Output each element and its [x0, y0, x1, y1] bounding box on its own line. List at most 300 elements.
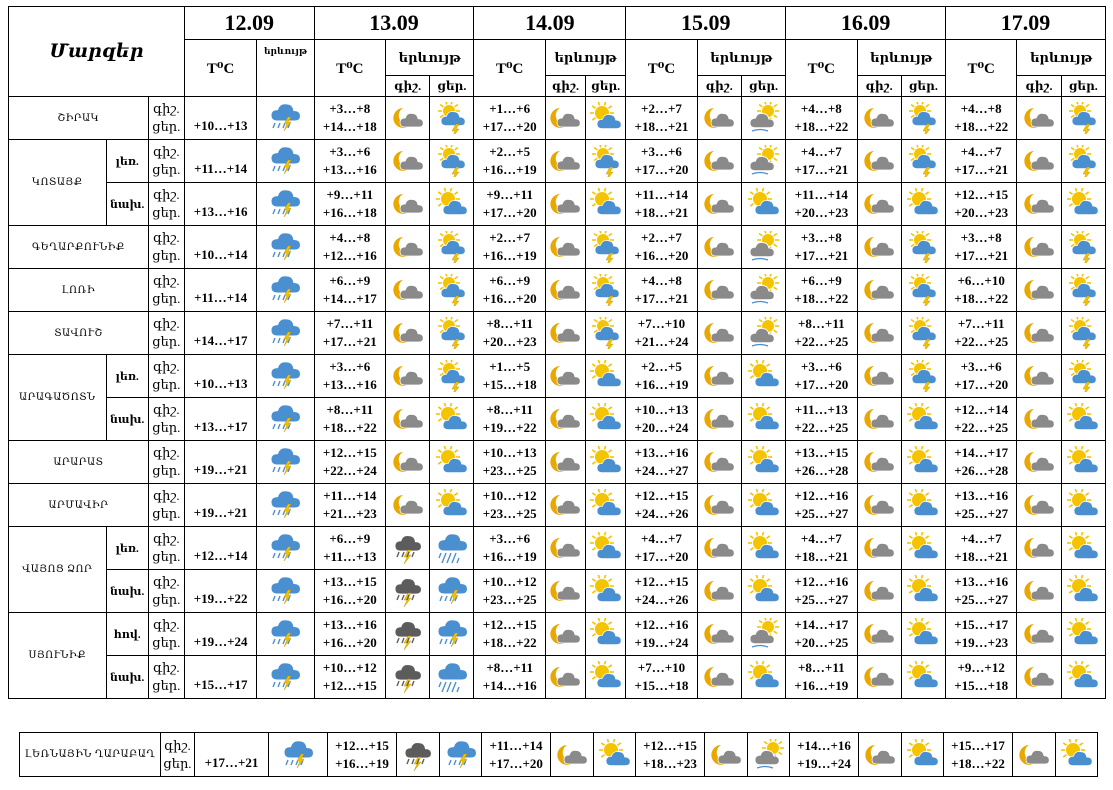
subregion-name: նախ.: [106, 570, 148, 613]
moon-cloud-icon: [1023, 532, 1055, 564]
night-day-label: գիշ. ցեր.: [148, 441, 184, 484]
moon-cloud-icon: [392, 360, 424, 392]
sun-storm-icon: [907, 360, 939, 392]
sun-storm-icon: [1067, 274, 1099, 306]
phenomenon-header: երևույթ: [545, 40, 625, 76]
moon-cloud-icon: [1023, 188, 1055, 220]
temperature: +4…+8 +18…+22: [786, 97, 857, 140]
moon-cloud-icon: [703, 360, 735, 392]
sun-cloud-icon: [590, 188, 622, 220]
temperature: +12…+15 +18…+23: [636, 733, 705, 777]
temperature: +2…+5 +16…+19: [626, 355, 697, 398]
rain-storm-icon: [269, 274, 301, 306]
region-name: ԱՐԱՐԱՏ: [9, 441, 149, 484]
rain-storm-icon: [269, 231, 301, 263]
sun-storm-icon: [436, 274, 468, 306]
temperature: +4…+7 +18…+21: [946, 527, 1017, 570]
sun-cloud-icon: [590, 618, 622, 650]
temperature: +8…+11 +14…+16: [474, 656, 545, 699]
moon-cloud-icon: [1023, 274, 1055, 306]
moon-cloud-icon: [703, 532, 735, 564]
moon-cloud-icon: [549, 231, 581, 263]
region-name: ԼՈՌԻ: [9, 269, 149, 312]
temperature: +6…+10 +18…+22: [946, 269, 1017, 312]
subregion-name: հով.: [106, 613, 148, 656]
night-day-label: գիշ. ցեր.: [148, 269, 184, 312]
temperature: +10…+12 +12…+15: [314, 656, 385, 699]
temperature: +7…+11 +22…+25: [946, 312, 1017, 355]
sun-storm-icon: [907, 274, 939, 306]
moon-cloud-icon: [703, 618, 735, 650]
sun-cloud-icon: [748, 532, 780, 564]
phenomenon-header: երևույթ: [386, 40, 474, 76]
temperature: +10…+12 +23…+25: [474, 570, 545, 613]
region-name: ԱՐՄԱՎԻՐ: [9, 484, 149, 527]
temperature: +3…+6 +17…+20: [786, 355, 857, 398]
moon-cloud-icon: [703, 145, 735, 177]
temperature: +9…+11 +16…+18: [314, 183, 385, 226]
moon-cloud-icon: [392, 188, 424, 220]
moon-cloud-icon: [703, 231, 735, 263]
night-day-label: գիշ. ցեր.: [148, 140, 184, 183]
rain-storm-icon: [269, 188, 301, 220]
sun-storm-icon: [436, 231, 468, 263]
sun-cloud-icon: [748, 446, 780, 478]
phenomenon-header: երևույթ: [257, 40, 314, 97]
sun-storm-icon: [1067, 317, 1099, 349]
sun-cloud-wind-icon: [748, 317, 780, 349]
sun-cloud-icon: [748, 360, 780, 392]
sun-cloud-icon: [590, 403, 622, 435]
temperature: +11…+14: [184, 269, 256, 312]
temperature: +10…+14: [184, 226, 256, 269]
sun-storm-icon: [1067, 231, 1099, 263]
temperature: +4…+8 +18…+22: [946, 97, 1017, 140]
sun-cloud-icon: [590, 532, 622, 564]
moon-cloud-icon: [549, 274, 581, 306]
date-header: 16.09: [786, 7, 946, 40]
night-day-label: գիշ. ցեր.: [148, 484, 184, 527]
sun-cloud-wind-icon: [748, 618, 780, 650]
temperature: +2…+7 +16…+19: [474, 226, 545, 269]
sun-cloud-icon: [590, 446, 622, 478]
moon-cloud-icon: [1023, 360, 1055, 392]
table-row: [9, 183, 1106, 226]
moon-cloud-icon: [863, 188, 895, 220]
temperature: +14…+17 +20…+25: [786, 613, 857, 656]
temp-header: T⁰C: [626, 40, 697, 97]
moon-cloud-icon: [863, 532, 895, 564]
day-header: ցեր.: [741, 76, 785, 97]
moon-cloud-icon: [1023, 317, 1055, 349]
sun-cloud-wind-icon: [748, 274, 780, 306]
moon-cloud-icon: [549, 532, 581, 564]
temperature: +19…+21: [184, 441, 256, 484]
night-header: գիշ.: [545, 76, 585, 97]
moon-cloud-icon: [549, 317, 581, 349]
temperature: +12…+15 +24…+26: [626, 570, 697, 613]
moon-cloud-icon: [549, 575, 581, 607]
moon-cloud-icon: [392, 145, 424, 177]
moon-cloud-icon: [1023, 489, 1055, 521]
moon-cloud-icon: [1023, 618, 1055, 650]
moon-cloud-icon: [703, 274, 735, 306]
moon-cloud-icon: [703, 317, 735, 349]
table-row: [9, 269, 1106, 312]
table-row: [20, 733, 1098, 777]
temperature: +3…+8 +17…+21: [786, 226, 857, 269]
temperature: +19…+21: [184, 484, 256, 527]
temperature: +15…+17: [184, 656, 256, 699]
night-day-label: գիշ. ցեր.: [148, 312, 184, 355]
table-row: [9, 527, 1106, 570]
temperature: +11…+14: [184, 140, 256, 183]
temperature: +4…+7 +18…+21: [786, 527, 857, 570]
moon-cloud-icon: [1023, 661, 1055, 693]
temperature: +14…+16 +19…+24: [790, 733, 859, 777]
date-header: 15.09: [626, 7, 786, 40]
temperature: +8…+11 +20…+23: [474, 312, 545, 355]
rain-storm-icon: [269, 618, 301, 650]
sun-cloud-icon: [1061, 739, 1093, 771]
sun-storm-icon: [590, 317, 622, 349]
subregion-name: լեռ.: [106, 355, 148, 398]
sun-cloud-icon: [907, 403, 939, 435]
subregion-name: նախ.: [106, 656, 148, 699]
region-name: ԱՐԱԳԱԾՈՏՆ: [9, 355, 107, 441]
sun-storm-icon: [590, 145, 622, 177]
sun-cloud-icon: [590, 575, 622, 607]
temperature: +3…+8 +17…+21: [946, 226, 1017, 269]
table-row: [9, 140, 1106, 183]
temperature: +6…+9 +11…+13: [314, 527, 385, 570]
sun-storm-icon: [436, 317, 468, 349]
moon-cloud-icon: [863, 618, 895, 650]
night-day-label: գիշ. ցեր.: [148, 97, 184, 140]
forecast-table: [8, 6, 1106, 699]
night-header: գիշ.: [1017, 76, 1061, 97]
sun-cloud-icon: [907, 661, 939, 693]
sun-cloud-icon: [590, 360, 622, 392]
sun-cloud-wind-icon: [748, 145, 780, 177]
moon-cloud-icon: [549, 661, 581, 693]
moon-cloud-icon: [1023, 403, 1055, 435]
sun-cloud-icon: [1067, 188, 1099, 220]
rain-storm-icon: [269, 446, 301, 478]
temperature: +3…+6 +17…+20: [946, 355, 1017, 398]
sun-storm-icon: [907, 317, 939, 349]
sun-cloud-icon: [1067, 618, 1099, 650]
table-row: [9, 398, 1106, 441]
temperature: +8…+11 +18…+22: [314, 398, 385, 441]
day-header: ցեր.: [1061, 76, 1105, 97]
table-row: [9, 484, 1106, 527]
moon-cloud-icon: [549, 489, 581, 521]
temperature: +2…+5 +16…+19: [474, 140, 545, 183]
sun-cloud-icon: [748, 188, 780, 220]
sun-cloud-icon: [590, 102, 622, 134]
temperature: +12…+16 +25…+27: [786, 570, 857, 613]
temperature: +13…+16 +25…+27: [946, 570, 1017, 613]
rain-storm-icon: [445, 739, 477, 771]
sun-cloud-icon: [436, 403, 468, 435]
date-header: 13.09: [314, 7, 474, 40]
moon-cloud-icon: [549, 446, 581, 478]
sun-storm-icon: [907, 102, 939, 134]
moon-cloud-icon: [863, 145, 895, 177]
temperature: +12…+15 +22…+24: [314, 441, 385, 484]
sun-cloud-icon: [1067, 489, 1099, 521]
karabakh-table: [19, 732, 1098, 777]
temperature: +12…+16 +19…+24: [626, 613, 697, 656]
night-storm-icon: [392, 618, 424, 650]
temperature: +13…+15 +16…+20: [314, 570, 385, 613]
temperature: +19…+22: [184, 570, 256, 613]
temperature: +9…+12 +15…+18: [946, 656, 1017, 699]
moon-cloud-icon: [703, 575, 735, 607]
sun-cloud-icon: [748, 575, 780, 607]
table-row: [9, 570, 1106, 613]
temperature: +6…+9 +14…+17: [314, 269, 385, 312]
sun-storm-icon: [907, 231, 939, 263]
region-name: ՎԱՅՈՑ ՁՈՐ: [9, 527, 107, 613]
day-header: ցեր.: [901, 76, 945, 97]
moon-cloud-icon: [1023, 145, 1055, 177]
rain-cloud-icon: [436, 661, 468, 693]
moon-cloud-icon: [549, 188, 581, 220]
sun-cloud-icon: [907, 575, 939, 607]
temperature: +13…+16: [184, 183, 256, 226]
moon-cloud-icon: [1018, 739, 1050, 771]
moon-cloud-icon: [703, 661, 735, 693]
moon-cloud-icon: [863, 489, 895, 521]
night-storm-icon: [392, 532, 424, 564]
night-day-label: գիշ. ցեր.: [148, 613, 184, 656]
rain-storm-icon: [269, 102, 301, 134]
temperature: +2…+7 +18…+21: [626, 97, 697, 140]
temperature: +12…+15 +20…+23: [946, 183, 1017, 226]
temperature: +7…+10 +21…+24: [626, 312, 697, 355]
temperature: +10…+13: [184, 97, 256, 140]
moon-cloud-icon: [863, 661, 895, 693]
rain-storm-icon: [269, 575, 301, 607]
sun-cloud-icon: [1067, 575, 1099, 607]
region-name: ԿՈՏԱՅՔ: [9, 140, 107, 226]
regions-header: Մարզեր: [9, 7, 185, 97]
sun-storm-icon: [1067, 145, 1099, 177]
sun-cloud-icon: [599, 739, 631, 771]
temperature: +12…+15 +18…+22: [474, 613, 545, 656]
moon-cloud-icon: [863, 231, 895, 263]
temperature: +14…+17: [184, 312, 256, 355]
sun-cloud-icon: [748, 489, 780, 521]
moon-cloud-icon: [703, 188, 735, 220]
moon-cloud-icon: [549, 102, 581, 134]
moon-cloud-icon: [1023, 231, 1055, 263]
temperature: +6…+9 +18…+22: [786, 269, 857, 312]
moon-cloud-icon: [863, 446, 895, 478]
temperature: +10…+13 +23…+25: [474, 441, 545, 484]
sun-cloud-icon: [1067, 403, 1099, 435]
temperature: +3…+8 +14…+18: [314, 97, 385, 140]
temperature: +11…+14 +20…+23: [786, 183, 857, 226]
moon-cloud-icon: [703, 489, 735, 521]
temperature: +1…+6 +17…+20: [474, 97, 545, 140]
temperature: +3…+6 +16…+19: [474, 527, 545, 570]
rain-storm-icon: [436, 575, 468, 607]
moon-cloud-icon: [703, 403, 735, 435]
rain-storm-icon: [269, 661, 301, 693]
date-header: 12.09: [184, 7, 314, 40]
sun-cloud-icon: [907, 532, 939, 564]
rain-storm-icon: [436, 618, 468, 650]
moon-cloud-icon: [863, 274, 895, 306]
night-day-label: գիշ. ցեր.: [148, 656, 184, 699]
moon-cloud-icon: [549, 403, 581, 435]
phenomenon-header: երևույթ: [857, 40, 945, 76]
table-row: [9, 226, 1106, 269]
region-name: ՇԻՐԱԿ: [9, 97, 149, 140]
temperature: +12…+15 +24…+26: [626, 484, 697, 527]
temp-header: T⁰C: [314, 40, 385, 97]
night-day-label: գիշ. ցեր.: [148, 355, 184, 398]
temperature: +4…+8 +17…+21: [626, 269, 697, 312]
sun-cloud-icon: [907, 618, 939, 650]
temperature: +3…+6 +13…+16: [314, 140, 385, 183]
temperature: +6…+9 +16…+20: [474, 269, 545, 312]
temperature: +4…+8 +12…+16: [314, 226, 385, 269]
moon-cloud-icon: [392, 489, 424, 521]
temperature: +13…+16 +25…+27: [946, 484, 1017, 527]
region-name: ԳԵՂԱՐՔՈՒՆԻՔ: [9, 226, 149, 269]
subregion-name: նախ.: [106, 183, 148, 226]
subregion-name: լեռ.: [106, 527, 148, 570]
sun-cloud-icon: [907, 739, 939, 771]
moon-cloud-icon: [392, 231, 424, 263]
subregion-name: նախ.: [106, 398, 148, 441]
sun-cloud-wind-icon: [753, 739, 785, 771]
sun-cloud-icon: [1067, 661, 1099, 693]
temperature: +12…+14 +22…+25: [946, 398, 1017, 441]
temperature: +8…+11 +19…+22: [474, 398, 545, 441]
temperature: +1…+5 +15…+18: [474, 355, 545, 398]
rain-storm-icon: [269, 360, 301, 392]
moon-cloud-icon: [863, 360, 895, 392]
temperature: +12…+14: [184, 527, 256, 570]
rain-storm-icon: [269, 145, 301, 177]
temperature: +4…+7 +17…+21: [786, 140, 857, 183]
sun-cloud-icon: [907, 489, 939, 521]
temperature: +13…+15 +26…+28: [786, 441, 857, 484]
sun-storm-icon: [590, 274, 622, 306]
temperature: +11…+14 +18…+21: [626, 183, 697, 226]
moon-cloud-icon: [703, 446, 735, 478]
table-row: [9, 355, 1106, 398]
moon-cloud-icon: [864, 739, 896, 771]
moon-cloud-icon: [1023, 575, 1055, 607]
moon-cloud-icon: [1023, 102, 1055, 134]
night-storm-icon: [402, 739, 434, 771]
temperature: +7…+10 +15…+18: [626, 656, 697, 699]
moon-cloud-icon: [710, 739, 742, 771]
temperature: +11…+13 +22…+25: [786, 398, 857, 441]
temperature: +17…+21: [195, 733, 269, 777]
region-name: ՏԱՎՈՒՇ: [9, 312, 149, 355]
sun-cloud-icon: [436, 446, 468, 478]
sun-cloud-icon: [907, 446, 939, 478]
temperature: +19…+24: [184, 613, 256, 656]
temperature: +4…+7 +17…+20: [626, 527, 697, 570]
temperature: +10…+13: [184, 355, 256, 398]
rain-cloud-icon: [436, 532, 468, 564]
rain-storm-icon: [269, 489, 301, 521]
region-name: ՍՅՈՒՆԻՔ: [9, 613, 107, 699]
temperature: +4…+7 +17…+21: [946, 140, 1017, 183]
rain-storm-icon: [269, 317, 301, 349]
temp-header: T⁰C: [946, 40, 1017, 97]
moon-cloud-icon: [549, 618, 581, 650]
temperature: +11…+14 +21…+23: [314, 484, 385, 527]
temperature: +11…+14 +17…+20: [482, 733, 551, 777]
rain-storm-icon: [269, 532, 301, 564]
moon-cloud-icon: [392, 102, 424, 134]
night-day-label: գիշ. ցեր.: [148, 226, 184, 269]
temperature: +12…+16 +25…+27: [786, 484, 857, 527]
moon-cloud-icon: [549, 360, 581, 392]
sun-cloud-icon: [436, 489, 468, 521]
date-header: 17.09: [946, 7, 1106, 40]
temperature: +15…+17 +18…+22: [944, 733, 1013, 777]
temperature: +10…+12 +23…+25: [474, 484, 545, 527]
night-day-label: գիշ. ցեր.: [161, 733, 195, 777]
sun-cloud-icon: [1067, 532, 1099, 564]
night-header: գիշ.: [697, 76, 741, 97]
moon-cloud-icon: [392, 403, 424, 435]
day-header: ցեր.: [430, 76, 474, 97]
sun-cloud-wind-icon: [748, 102, 780, 134]
sun-cloud-wind-icon: [748, 231, 780, 263]
moon-cloud-icon: [863, 102, 895, 134]
sun-cloud-icon: [590, 489, 622, 521]
phenomenon-header: երևույթ: [1017, 40, 1106, 76]
night-day-label: գիշ. ցեր.: [148, 183, 184, 226]
table-row: [9, 97, 1106, 140]
moon-cloud-icon: [392, 446, 424, 478]
temperature: +13…+17: [184, 398, 256, 441]
temp-header: T⁰C: [474, 40, 545, 97]
sun-cloud-icon: [590, 661, 622, 693]
temperature: +9…+11 +17…+20: [474, 183, 545, 226]
sun-cloud-icon: [748, 403, 780, 435]
moon-cloud-icon: [392, 317, 424, 349]
temperature: +3…+6 +17…+20: [626, 140, 697, 183]
temperature: +8…+11 +22…+25: [786, 312, 857, 355]
night-storm-icon: [392, 661, 424, 693]
night-header: գիշ.: [386, 76, 430, 97]
temperature: +10…+13 +20…+24: [626, 398, 697, 441]
night-header: գիշ.: [857, 76, 901, 97]
sun-storm-icon: [590, 231, 622, 263]
day-header: ցեր.: [586, 76, 626, 97]
moon-cloud-icon: [863, 317, 895, 349]
sun-cloud-icon: [436, 188, 468, 220]
temperature: +7…+11 +17…+21: [314, 312, 385, 355]
temperature: +2…+7 +16…+20: [626, 226, 697, 269]
sun-storm-icon: [436, 145, 468, 177]
sun-cloud-icon: [1067, 446, 1099, 478]
sun-storm-icon: [436, 360, 468, 392]
temp-header: T⁰C: [184, 40, 256, 97]
